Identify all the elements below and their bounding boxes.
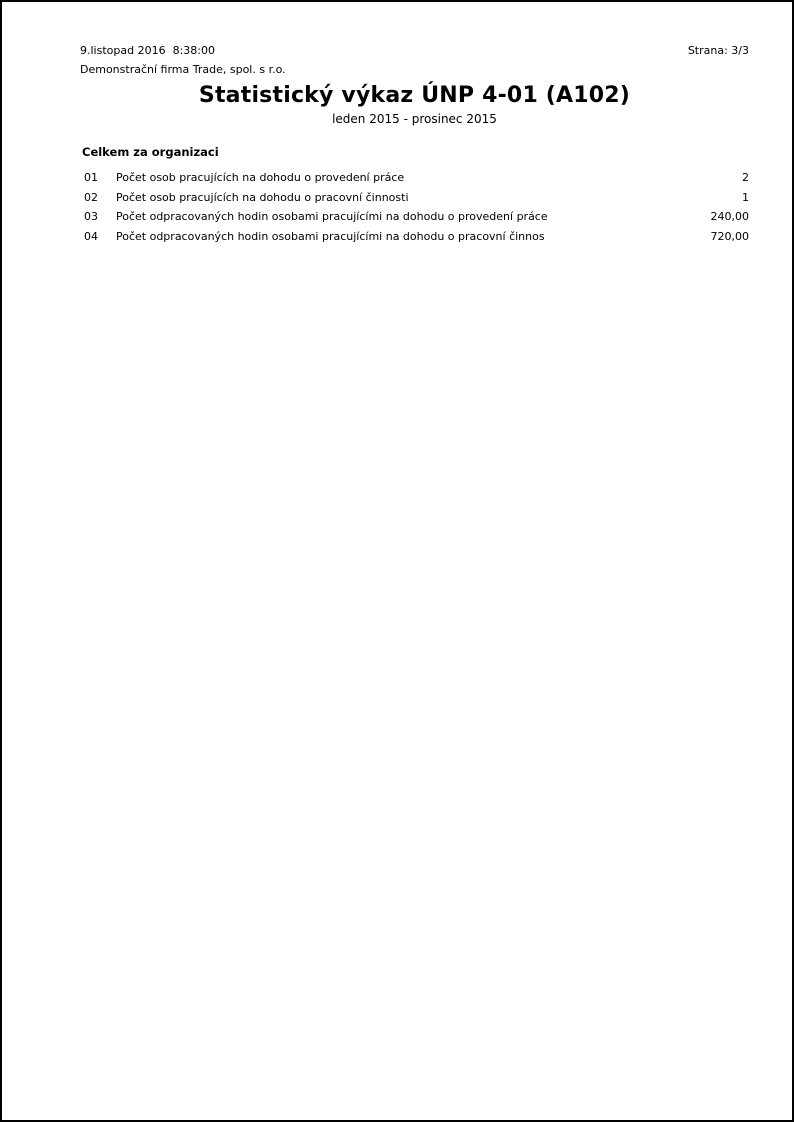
print-datetime: 9.listopad 2016 8:38:00 <box>80 44 215 57</box>
table-row <box>80 227 749 247</box>
row-label: Počet osob pracujících na dohodu o pracovní činnosti <box>116 190 409 204</box>
row-code: 03 <box>84 210 98 223</box>
table-row <box>80 168 749 188</box>
table-row <box>80 188 749 208</box>
row-code: 01 <box>84 171 98 184</box>
row-value: 240,00 <box>710 210 749 223</box>
row-value: 720,00 <box>710 229 749 243</box>
row-code: 04 <box>84 229 98 243</box>
row-label: Počet osob pracujících na dohodu o provedení práce <box>116 171 405 184</box>
report-content <box>2 2 792 246</box>
table-row <box>80 207 749 227</box>
row-label: Počet odpracovaných hodin osobami pracujícími na dohodu o provedení práce <box>116 210 548 223</box>
report-header <box>80 44 749 58</box>
report-period: leden 2015 - prosinec 2015 <box>332 112 497 126</box>
row-value: 1 <box>742 190 749 204</box>
statistics-table <box>80 168 749 246</box>
page-number: Strana: 3/3 <box>687 44 749 57</box>
row-value: 2 <box>742 171 749 184</box>
company-name: Demonstrační firma Trade, spol. s r.o. <box>80 63 286 76</box>
row-code: 02 <box>84 190 98 204</box>
report-title: Statistický výkaz ÚNP 4-01 (A102) <box>198 83 631 108</box>
section-title: Celkem za organizaci <box>82 145 219 159</box>
row-label: Počet odpracovaných hodin osobami pracujícími na dohodu o pracovní činnos <box>116 229 545 243</box>
